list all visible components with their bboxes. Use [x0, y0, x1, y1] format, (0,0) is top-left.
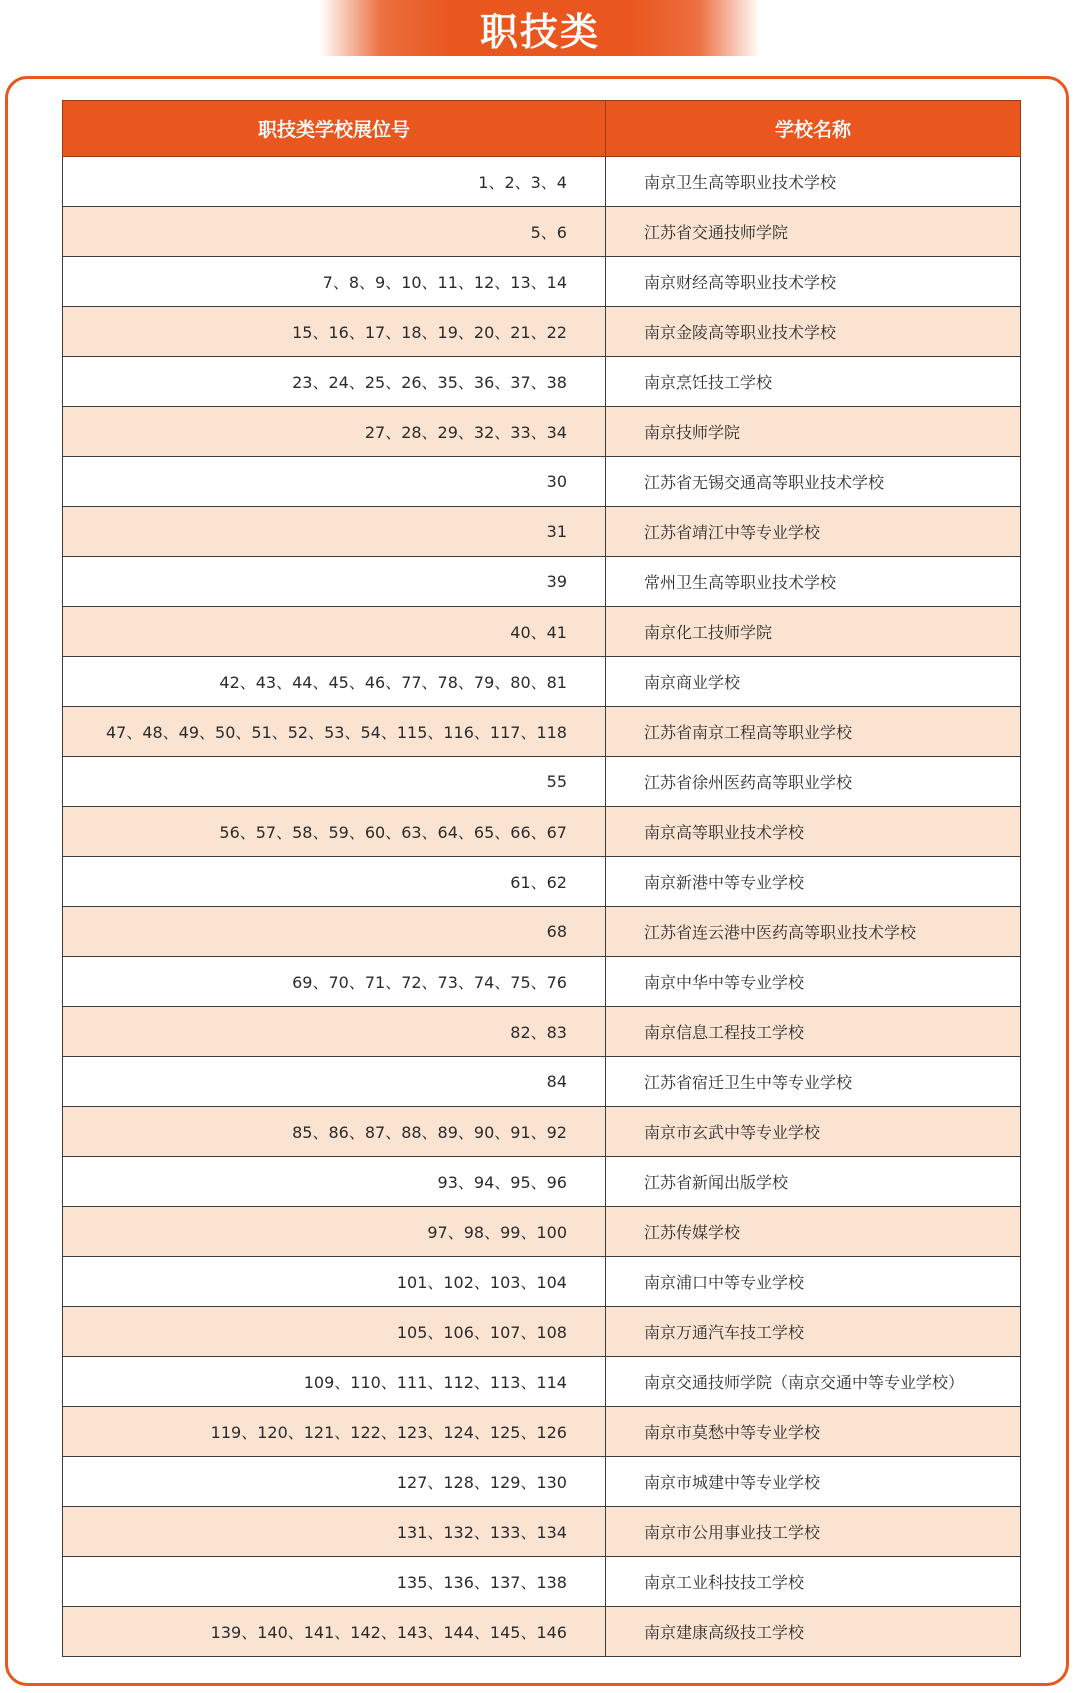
booth-numbers-cell: 84 [63, 1057, 606, 1107]
booth-numbers-cell: 42、43、44、45、46、77、78、79、80、81 [63, 657, 606, 707]
table-row [63, 507, 1021, 557]
booth-numbers-cell: 31 [63, 507, 606, 557]
school-name-cell: 南京烹饪技工学校 [606, 357, 1021, 407]
table-row [63, 1207, 1021, 1257]
booth-numbers-cell: 40、41 [63, 607, 606, 657]
booth-numbers-cell: 139、140、141、142、143、144、145、146 [63, 1607, 606, 1657]
table-row [63, 1557, 1021, 1607]
table-row [63, 357, 1021, 407]
booth-numbers-cell: 82、83 [63, 1007, 606, 1057]
school-name-cell: 江苏省南京工程高等职业学校 [606, 707, 1021, 757]
school-name-cell: 南京金陵高等职业技术学校 [606, 307, 1021, 357]
school-name-cell: 南京卫生高等职业技术学校 [606, 157, 1021, 207]
school-name-cell: 江苏省无锡交通高等职业技术学校 [606, 457, 1021, 507]
table-header-row [63, 101, 1021, 157]
booth-numbers-cell: 119、120、121、122、123、124、125、126 [63, 1407, 606, 1457]
school-name-cell: 江苏省新闻出版学校 [606, 1157, 1021, 1207]
table-row [63, 607, 1021, 657]
table-row [63, 1407, 1021, 1457]
booth-numbers-cell: 56、57、58、59、60、63、64、65、66、67 [63, 807, 606, 857]
table-row [63, 207, 1021, 257]
school-name-cell: 南京新港中等专业学校 [606, 857, 1021, 907]
booth-numbers-cell: 131、132、133、134 [63, 1507, 606, 1557]
school-name-cell: 南京市城建中等专业学校 [606, 1457, 1021, 1507]
booth-numbers-cell: 93、94、95、96 [63, 1157, 606, 1207]
school-name-cell: 南京市莫愁中等专业学校 [606, 1407, 1021, 1457]
school-name-cell: 南京交通技师学院（南京交通中等专业学校） [606, 1357, 1021, 1407]
title-banner [320, 0, 760, 56]
table-row [63, 457, 1021, 507]
booth-numbers-cell: 55 [63, 757, 606, 807]
table-row [63, 1157, 1021, 1207]
booth-numbers-cell: 47、48、49、50、51、52、53、54、115、116、117、118 [63, 707, 606, 757]
school-name-cell: 南京市公用事业技工学校 [606, 1507, 1021, 1557]
booth-numbers-cell: 39 [63, 557, 606, 607]
school-name-cell: 南京化工技师学院 [606, 607, 1021, 657]
school-name-cell: 江苏省连云港中医药高等职业技术学校 [606, 907, 1021, 957]
booth-numbers-cell: 15、16、17、18、19、20、21、22 [63, 307, 606, 357]
table-row [63, 1257, 1021, 1307]
booth-numbers-cell: 30 [63, 457, 606, 507]
booth-numbers-cell: 85、86、87、88、89、90、91、92 [63, 1107, 606, 1157]
table-row [63, 907, 1021, 957]
school-name-cell: 南京财经高等职业技术学校 [606, 257, 1021, 307]
school-name-cell: 南京建康高级技工学校 [606, 1607, 1021, 1657]
school-name-cell: 江苏省宿迁卫生中等专业学校 [606, 1057, 1021, 1107]
booth-numbers-cell: 101、102、103、104 [63, 1257, 606, 1307]
booth-numbers-cell: 69、70、71、72、73、74、75、76 [63, 957, 606, 1007]
table-row [63, 857, 1021, 907]
school-name-cell: 常州卫生高等职业技术学校 [606, 557, 1021, 607]
booth-table [62, 100, 1021, 1657]
table-row [63, 707, 1021, 757]
booth-numbers-cell: 135、136、137、138 [63, 1557, 606, 1607]
booth-numbers-cell: 127、128、129、130 [63, 1457, 606, 1507]
table-row [63, 1457, 1021, 1507]
table-row [63, 1107, 1021, 1157]
booth-numbers-cell: 68 [63, 907, 606, 957]
table-row [63, 807, 1021, 857]
table-row [63, 557, 1021, 607]
table-row [63, 1357, 1021, 1407]
booth-numbers-cell: 1、2、3、4 [63, 157, 606, 207]
school-name-cell: 南京工业科技技工学校 [606, 1557, 1021, 1607]
table-row [63, 1307, 1021, 1357]
school-name-cell: 南京万通汽车技工学校 [606, 1307, 1021, 1357]
table-row [63, 157, 1021, 207]
table-row [63, 1507, 1021, 1557]
table-body [63, 157, 1021, 1657]
table-row [63, 307, 1021, 357]
school-name-cell: 江苏省交通技师学院 [606, 207, 1021, 257]
booth-numbers-cell: 7、8、9、10、11、12、13、14 [63, 257, 606, 307]
booth-numbers-cell: 105、106、107、108 [63, 1307, 606, 1357]
school-name-cell: 南京技师学院 [606, 407, 1021, 457]
table-row [63, 1607, 1021, 1657]
table-row [63, 757, 1021, 807]
page-title: 职技类 [479, 9, 600, 54]
table-row [63, 1057, 1021, 1107]
school-name-cell: 南京商业学校 [606, 657, 1021, 707]
booth-numbers-cell: 5、6 [63, 207, 606, 257]
booth-numbers-cell: 27、28、29、32、33、34 [63, 407, 606, 457]
table-row [63, 1007, 1021, 1057]
header-booth-numbers: 职技类学校展位号 [63, 101, 606, 157]
school-name-cell: 南京中华中等专业学校 [606, 957, 1021, 1007]
booth-numbers-cell: 109、110、111、112、113、114 [63, 1357, 606, 1407]
school-name-cell: 江苏省徐州医药高等职业学校 [606, 757, 1021, 807]
table-row [63, 407, 1021, 457]
school-name-cell: 江苏传媒学校 [606, 1207, 1021, 1257]
school-name-cell: 南京市玄武中等专业学校 [606, 1107, 1021, 1157]
booth-numbers-cell: 23、24、25、26、35、36、37、38 [63, 357, 606, 407]
booth-numbers-cell: 97、98、99、100 [63, 1207, 606, 1257]
table-row [63, 957, 1021, 1007]
header-school-name: 学校名称 [606, 101, 1021, 157]
school-name-cell: 南京高等职业技术学校 [606, 807, 1021, 857]
school-name-cell: 南京浦口中等专业学校 [606, 1257, 1021, 1307]
school-name-cell: 江苏省靖江中等专业学校 [606, 507, 1021, 557]
school-name-cell: 南京信息工程技工学校 [606, 1007, 1021, 1057]
table-row [63, 657, 1021, 707]
booth-numbers-cell: 61、62 [63, 857, 606, 907]
table-row [63, 257, 1021, 307]
